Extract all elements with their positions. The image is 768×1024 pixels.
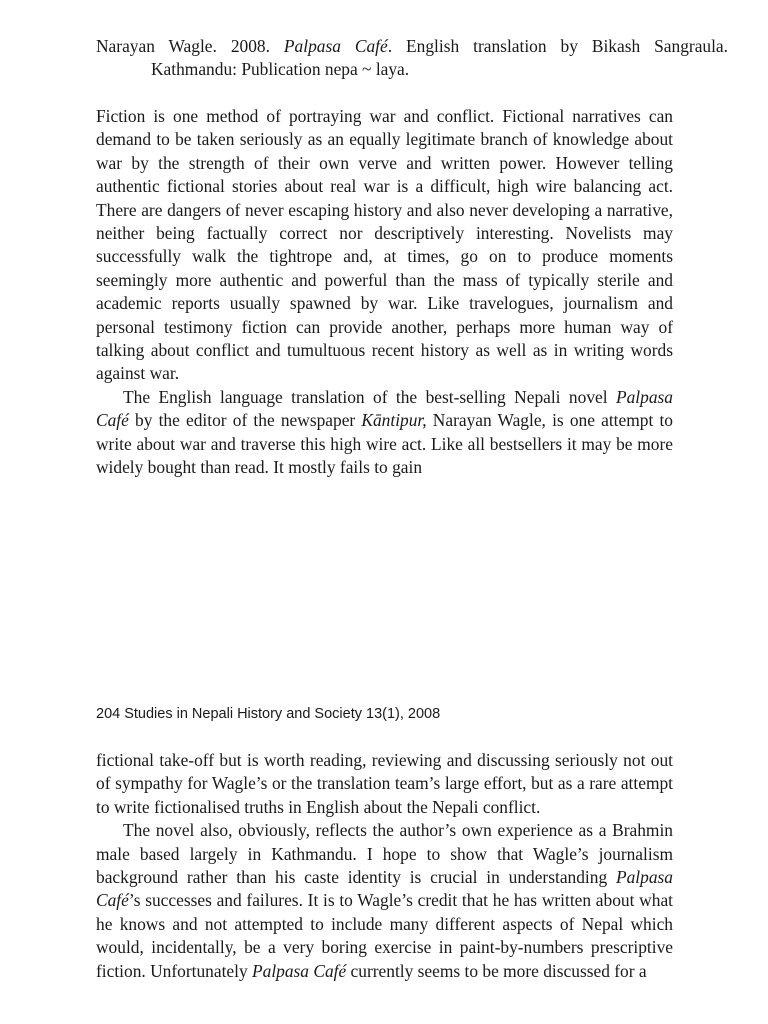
paragraph-4-text-b: ’s successes and failures. It is to Wagle’s credit that he has written about what he knows and not attempted to include many different aspects of Nepal which would, incidentally, be a very boring exercise in paint-by-numbers prescriptive fiction. Unfortunately	[96, 890, 673, 981]
page-body-top	[96, 105, 673, 480]
paragraph-1: Fiction is one method of portraying war and conflict. Fictional narratives can demand to be taken seriously as an equally legitimate branch of knowledge about war by the strength of their own verve and written power. However telling authentic fictional stories about real war is a difficult, high wire balancing act. There are dangers of never escaping history and also never developing a narrative, neither being factually correct nor descriptively interesting. Novelists may successfully walk the tightrope and, at times, go on to produce moments seemingly more authentic and powerful than the mass of typically sterile and academic reports usually spawned by war. Like travelogues, journalism and personal testimony fiction can provide another, perhaps more human way of talking about conflict and tumultuous recent history as well as in writing words against war.	[96, 106, 673, 384]
paragraph-2-title: Palpasa Café	[96, 386, 673, 431]
paragraph-4-title-2: Palpasa Café	[252, 960, 347, 981]
citation-rest: . English translation by Bikash Sangraula. Kathmandu: Publication nepa ~ laya.	[151, 36, 728, 80]
citation	[96, 35, 728, 82]
paragraph-4-title-1: Palpasa Café	[96, 867, 673, 911]
page-body-bottom	[96, 749, 673, 983]
citation-author-year: Narayan Wagle. 2008.	[96, 36, 284, 56]
citation-title: Palpasa Café	[283, 36, 388, 56]
paragraph-2	[96, 386, 673, 480]
running-header: 204 Studies in Nepali History and Society 13(1), 2008	[96, 706, 441, 722]
paragraph-2-newspaper: Kāntipur,	[361, 410, 427, 431]
paragraph-2-text-a: The English language translation of the best-selling Nepali novel	[123, 386, 616, 407]
paragraph-2-text-b: by the editor of the newspaper	[128, 410, 362, 431]
paragraph-4	[96, 819, 673, 983]
paragraph-4-text-a: The novel also, obviously, reflects the author’s own experience as a Brahmin male based largely in Kathmandu. I hope to show that Wagle’s journalism background rather than his caste identity is crucial in understanding	[96, 820, 673, 888]
paragraph-2-text-c: Narayan Wagle, is one attempt to write about war and traverse this high wire act. Like all bestsellers it may be more widely bought than read. It mostly fails to gain	[96, 410, 673, 478]
paragraph-4-text-c: currently seems to be more discussed for a	[346, 960, 647, 981]
paragraph-3: fictional take-off but is worth reading, reviewing and discussing seriously not out of sympathy for Wagle’s or the translation team’s large effort, but as a rare attempt to write fictionalised truths in English about the Nepali conflict.	[96, 750, 673, 817]
